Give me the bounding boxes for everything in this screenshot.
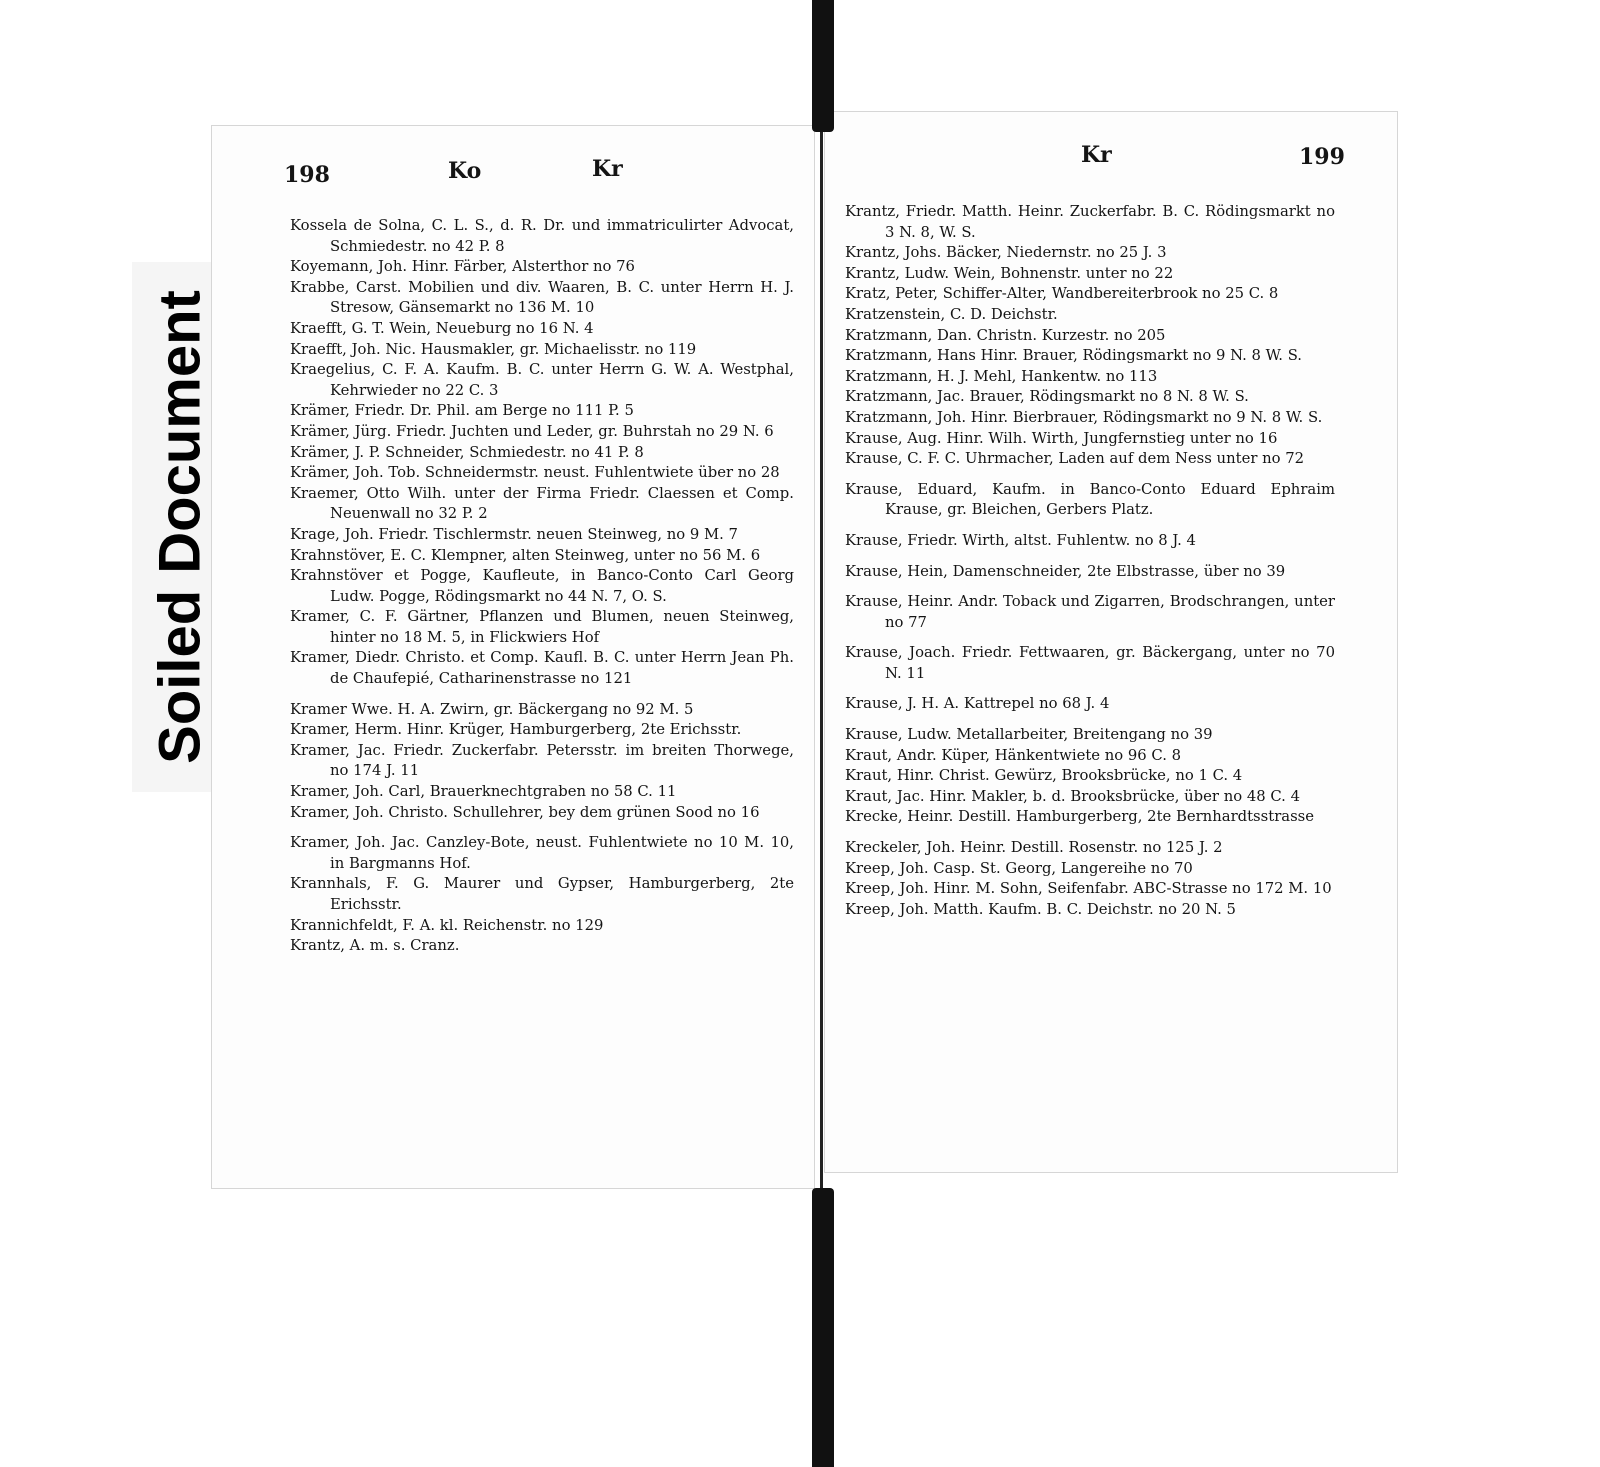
list-item: Kramer, Joh. Jac. Canzley-Bote, neust. Fuhlentwiete no 10 M. 10, in Bargmanns Hof. <box>290 834 794 872</box>
list-item: Krantz, Friedr. Matth. Heinr. Zuckerfabr. B. C. Rödingsmarkt no 3 N. 8, W. S. <box>845 203 1335 241</box>
list-item: Kreckeler, Joh. Heinr. Destill. Rosenstr. no 125 J. 2 <box>845 839 1223 857</box>
list-item: Krause, Hein, Damenschneider, 2te Elbstrasse, über no 39 <box>845 562 1286 580</box>
list-item: Kreep, Joh. Matth. Kaufm. B. C. Deichstr. no 20 N. 5 <box>845 900 1236 918</box>
list-item: Krämer, Joh. Tob. Schneidermstr. neust. Fuhlentwiete über no 28 <box>290 464 780 482</box>
list-item: Kramer, Diedr. Christo. et Comp. Kaufl. B. C. unter Herrn Jean Ph. de Chaufepié, Catharinenstrasse no 121 <box>290 649 794 688</box>
list-item: Kratzmann, Dan. Christn. Kurzestr. no 205 <box>845 326 1166 344</box>
soiled-document-label: Soiled Document <box>147 290 213 764</box>
list-item: Kramer, C. F. Gärtner, Pflanzen und Blumen, neuen Steinweg, hinter no 18 M. 5, in Flickwiers Hof <box>290 608 794 646</box>
spine-clip-bottom <box>812 1188 834 1467</box>
list-item: Kreep, Joh. Hinr. M. Sohn, Seifenfabr. ABC-Strasse no 172 M. 10 <box>845 880 1332 898</box>
list-item: Krämer, Friedr. Dr. Phil. am Berge no 111 P. 5 <box>290 402 634 420</box>
list-item: Kraut, Jac. Hinr. Makler, b. d. Brooksbrücke, über no 48 C. 4 <box>845 787 1300 805</box>
list-item: Kramer, Joh. Christo. Schullehrer, bey dem grünen Sood no 16 <box>290 803 760 821</box>
list-item: Krause, Aug. Hinr. Wilh. Wirth, Jungfernstieg unter no 16 <box>845 429 1278 447</box>
list-item: Kramer Wwe. H. A. Zwirn, gr. Bäckergang no 92 M. 5 <box>290 700 694 718</box>
list-item: Krause, J. H. A. Kattrepel no 68 J. 4 <box>845 695 1110 713</box>
spine-gutter-line <box>820 132 823 1190</box>
list-item: Krabbe, Carst. Mobilien und div. Waaren, B. C. unter Herrn H. J. Stresow, Gänsemarkt no 136 M. 10 <box>290 278 794 317</box>
list-item: Koyemann, Joh. Hinr. Färber, Alsterthor no 76 <box>290 258 635 276</box>
right-page-number: 199 <box>1299 144 1345 170</box>
list-item: Krahnstöver et Pogge, Kaufleute, in Banco-Conto Carl Georg Ludw. Pogge, Rödingsmarkt no 44 N. 7, O. S. <box>290 567 794 605</box>
list-item: Kraegelius, C. F. A. Kaufm. B. C. unter Herrn G. W. A. Westphal, Kehrwieder no 22 C. 3 <box>290 361 794 399</box>
left-header-ko: Ko <box>448 158 482 184</box>
list-item: Kratzmann, Jac. Brauer, Rödingsmarkt no 8 N. 8 W. S. <box>845 388 1249 406</box>
list-item: Krage, Joh. Friedr. Tischlermstr. neuen Steinweg, no 9 M. 7 <box>290 525 738 543</box>
left-page <box>212 126 814 1188</box>
left-entries-list <box>290 216 794 957</box>
list-item: Kratzmann, H. J. Mehl, Hankentw. no 113 <box>845 367 1158 385</box>
right-entries-list <box>845 202 1335 920</box>
list-item: Krause, Ludw. Metallarbeiter, Breitengang no 39 <box>845 726 1213 744</box>
list-item: Krause, Eduard, Kaufm. in Banco-Conto Eduard Ephraim Krause, gr. Bleichen, Gerbers Platz. <box>845 480 1335 519</box>
list-item: Krannhals, F. G. Maurer und Gypser, Hamburgerberg, 2te Erichsstr. <box>290 875 794 913</box>
list-item: Krantz, Ludw. Wein, Bohnenstr. unter no 22 <box>845 264 1174 282</box>
list-item: Kramer, Herm. Hinr. Krüger, Hamburgerberg, 2te Erichsstr. <box>290 721 742 739</box>
list-item: Krämer, Jürg. Friedr. Juchten und Leder, gr. Buhrstah no 29 N. 6 <box>290 422 774 440</box>
list-item: Krause, Joach. Friedr. Fettwaaren, gr. Bäckergang, unter no 70 N. 11 <box>845 644 1335 682</box>
list-item: Krantz, A. m. s. Cranz. <box>290 937 460 955</box>
left-page-number: 198 <box>284 162 330 188</box>
list-item: Kraefft, Joh. Nic. Hausmakler, gr. Michaelisstr. no 119 <box>290 340 697 358</box>
list-item: Krause, C. F. C. Uhrmacher, Laden auf dem Ness unter no 72 <box>845 450 1305 468</box>
list-item: Krahnstöver, E. C. Klempner, alten Steinweg, unter no 56 M. 6 <box>290 546 761 564</box>
list-item: Kramer, Joh. Carl, Brauerknechtgraben no 58 C. 11 <box>290 783 677 801</box>
left-header-kr: Kr <box>592 156 623 182</box>
list-item: Kratzenstein, C. D. Deichstr. <box>845 305 1058 323</box>
list-item: Kratzmann, Joh. Hinr. Bierbrauer, Rödingsmarkt no 9 N. 8 W. S. <box>845 408 1323 426</box>
list-item: Krause, Heinr. Andr. Toback und Zigarren, Brodschrangen, unter no 77 <box>845 593 1335 631</box>
list-item: Krannichfeldt, F. A. kl. Reichenstr. no 129 <box>290 916 604 934</box>
list-item: Kraemer, Otto Wilh. unter der Firma Friedr. Claessen et Comp. Neuenwall no 32 P. 2 <box>290 484 794 523</box>
list-item: Kramer, Jac. Friedr. Zuckerfabr. Petersstr. im breiten Thorwege, no 174 J. 11 <box>290 741 794 780</box>
spine-clip-top <box>812 0 834 132</box>
right-page <box>825 112 1397 1172</box>
book-spine <box>812 0 834 1467</box>
list-item: Krecke, Heinr. Destill. Hamburgerberg, 2te Bernhardtsstrasse <box>845 808 1315 826</box>
list-item: Krämer, J. P. Schneider, Schmiedestr. no 41 P. 8 <box>290 443 644 461</box>
list-item: Kossela de Solna, C. L. S., d. R. Dr. und immatriculirter Advocat, Schmiedestr. no 42 P. 8 <box>290 217 794 255</box>
list-item: Kratz, Peter, Schiffer-Alter, Wandbereiterbrook no 25 C. 8 <box>845 285 1279 303</box>
right-header-kr: Kr <box>1081 142 1112 168</box>
list-item: Krause, Friedr. Wirth, altst. Fuhlentw. no 8 J. 4 <box>845 531 1196 549</box>
list-item: Kraefft, G. T. Wein, Neueburg no 16 N. 4 <box>290 319 594 337</box>
list-item: Kraut, Hinr. Christ. Gewürz, Brooksbrücke, no 1 C. 4 <box>845 767 1243 785</box>
list-item: Kraut, Andr. Küper, Hänkentwiete no 96 C. 8 <box>845 746 1182 764</box>
list-item: Kratzmann, Hans Hinr. Brauer, Rödingsmarkt no 9 N. 8 W. S. <box>845 347 1303 365</box>
list-item: Krantz, Johs. Bäcker, Niedernstr. no 25 J. 3 <box>845 244 1167 262</box>
list-item: Kreep, Joh. Casp. St. Georg, Langereihe no 70 <box>845 859 1193 877</box>
